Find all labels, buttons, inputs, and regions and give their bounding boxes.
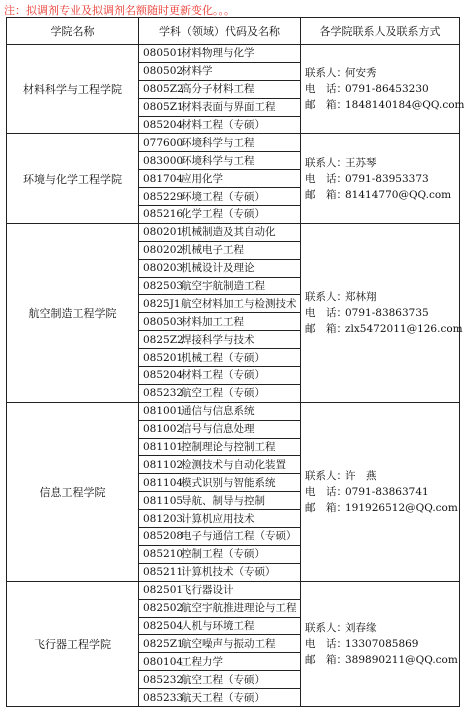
subject-code: 083000 — [143, 154, 184, 167]
subject-code: 085232 — [143, 673, 184, 686]
contact-email-label: 邮 箱： — [305, 188, 347, 201]
subject-code: 085204 — [143, 369, 184, 382]
subject-list — [139, 581, 301, 706]
subject-item — [139, 582, 300, 599]
subject-code: 085211 — [143, 566, 184, 579]
subject-list — [139, 45, 301, 134]
subject-name: 人机与环境工程 — [181, 619, 255, 632]
college-row — [7, 134, 460, 223]
subject-code: 085204 — [143, 119, 184, 131]
subject-code: 081704 — [143, 172, 184, 185]
subject-name: 信号与信息处理 — [181, 423, 255, 436]
subject-name: 机械电子工程 — [181, 244, 244, 257]
subject-item — [139, 599, 300, 617]
subject-name: 环境科学与工程 — [181, 136, 255, 149]
subject-item — [139, 367, 300, 385]
subject-name: 导航、制导与控制 — [181, 494, 265, 507]
subject-item — [139, 456, 300, 474]
college-row — [7, 581, 460, 706]
subject-item — [139, 438, 300, 456]
subject-code: 0805Z1 — [143, 101, 184, 114]
subject-item — [139, 331, 300, 349]
contact-phone — [305, 81, 459, 97]
update-note: 注：拟调剂专业及拟调剂名额随时更新变化。。。 — [4, 4, 235, 17]
college-contact — [301, 45, 464, 134]
subject-code: 0805Z2 — [143, 83, 184, 96]
contact-email-label: 邮 箱： — [305, 501, 347, 514]
contact-phone-label: 电 话： — [305, 83, 347, 96]
college-name: 飞行器工程学院 — [7, 581, 139, 706]
contact-person — [305, 289, 459, 305]
header-subject: 学科（领域）代码及名称 — [139, 18, 301, 45]
subject-code: 081102 — [143, 458, 184, 471]
subject-code: 085208 — [143, 530, 184, 543]
subject-code: 082504 — [143, 619, 184, 632]
subject-name: 高分子材料工程 — [181, 83, 255, 96]
contact-person-label: 联系人： — [305, 469, 347, 482]
subject-code: 0825J1 — [143, 297, 181, 310]
subject-code: 081101 — [143, 441, 184, 454]
subject-name: 材料工程（专硕） — [181, 119, 265, 131]
contact-person-value: 王苏琴 — [345, 156, 377, 169]
subject-item — [139, 188, 300, 206]
contact-email — [305, 321, 463, 337]
contact-person-label: 联系人： — [305, 67, 347, 80]
subject-list — [139, 134, 301, 223]
contact-email — [305, 97, 464, 113]
subject-name: 材料表面与界面工程 — [181, 101, 276, 114]
subject-code: 085232 — [143, 387, 184, 400]
college-name: 信息工程学院 — [7, 402, 139, 581]
admission-table — [6, 17, 464, 707]
subject-code: 081002 — [143, 423, 184, 436]
contact-email-label: 邮 箱： — [305, 653, 347, 666]
subject-code: 081001 — [143, 405, 184, 418]
college-contact — [301, 223, 463, 402]
subject-name: 环境工程（专硕） — [181, 190, 265, 203]
subject-code: 085210 — [143, 548, 184, 561]
college-name: 材料科学与工程学院 — [7, 45, 139, 134]
subject-code: 082501 — [143, 584, 184, 597]
subject-name: 航空宇航推进理论与工程 — [181, 602, 297, 615]
table-header-row — [7, 18, 460, 45]
subject-name: 航空工程（专硕） — [181, 387, 265, 400]
subject-item — [139, 45, 300, 62]
header-college: 学院名称 — [7, 18, 139, 45]
contact-email-label: 邮 箱： — [305, 99, 347, 112]
subject-item — [139, 563, 300, 580]
subject-item — [139, 510, 300, 528]
contact-person-label: 联系人： — [305, 290, 347, 303]
subject-code: 0825Z1 — [143, 637, 184, 650]
subject-item — [139, 170, 300, 188]
subject-item — [139, 349, 300, 367]
subject-item — [139, 241, 300, 259]
subject-name: 航空噪声与振动工程 — [181, 637, 276, 650]
subject-name: 航空工程（专硕） — [181, 673, 265, 686]
college-contact — [301, 402, 460, 581]
subject-name: 航空宇航制造工程 — [181, 280, 265, 293]
subject-item — [139, 224, 300, 241]
contact-person-value: 郑林翔 — [345, 290, 377, 303]
subject-code: 077600 — [143, 136, 184, 149]
subject-item — [139, 152, 300, 170]
subject-name: 机械工程（专硕） — [181, 351, 265, 364]
subject-code: 080503 — [143, 315, 184, 328]
subject-item — [139, 277, 300, 295]
header-contact: 各学院联系人及联系方式 — [301, 18, 460, 45]
contact-person-label: 联系人： — [305, 621, 347, 634]
subject-name: 焊接科学与技术 — [181, 333, 255, 346]
contact-email — [305, 500, 459, 516]
subject-name: 飞行器设计 — [181, 584, 234, 597]
contact-phone-label: 电 话： — [305, 485, 347, 498]
contact-phone-label: 电 话： — [305, 637, 347, 650]
contact-person-value: 刘春缘 — [345, 621, 377, 634]
subject-name: 应用化学 — [181, 172, 223, 185]
subject-item — [139, 80, 300, 98]
subject-code: 0825Z2 — [143, 333, 184, 346]
subject-name: 材料加工工程 — [181, 315, 244, 328]
subject-code: 085201 — [143, 351, 184, 364]
subject-item — [139, 384, 300, 401]
subject-name: 计算机技术（专硕） — [181, 566, 276, 579]
subject-name: 材料学 — [181, 65, 213, 78]
subject-name: 检测技术与自动化装置 — [181, 458, 286, 471]
contact-person — [305, 65, 459, 81]
college-row — [7, 402, 460, 581]
subject-code: 085229 — [143, 190, 184, 203]
subject-code: 082502 — [143, 602, 184, 615]
contact-person — [305, 620, 459, 636]
subject-item — [139, 545, 300, 563]
subject-code: 080502 — [143, 65, 184, 78]
subject-item — [139, 206, 300, 223]
college-contact — [301, 134, 460, 223]
subject-name: 航天工程（专硕） — [181, 691, 265, 704]
contact-person — [305, 468, 459, 484]
subject-name: 计算机应用技术 — [181, 512, 255, 525]
college-contact — [301, 581, 460, 706]
subject-name: 航空材料加工与检测技术 — [181, 297, 297, 310]
contact-phone-value: 0791-83863735 — [345, 306, 429, 319]
subject-name: 材料工程（专硕） — [181, 369, 265, 382]
subject-code: 081104 — [143, 476, 184, 489]
contact-phone-label: 电 话： — [305, 306, 347, 319]
subject-name: 工程力学 — [181, 655, 223, 668]
subject-item — [139, 689, 300, 706]
contact-email-value: 81414770@QQ.com — [345, 188, 452, 201]
contact-email — [305, 187, 459, 203]
contact-email-value: 389890211@QQ.com — [345, 653, 458, 666]
contact-phone-value: 13307085869 — [345, 637, 419, 650]
contact-phone-value: 0791-83953373 — [345, 172, 429, 185]
contact-email — [305, 652, 459, 668]
contact-email-value: zlx5472011@126.com — [345, 322, 463, 335]
subject-item — [139, 671, 300, 689]
subject-name: 通信与信息系统 — [181, 405, 255, 418]
contact-person-label: 联系人： — [305, 156, 347, 169]
subject-item — [139, 134, 300, 151]
contact-phone — [305, 305, 459, 321]
college-name: 环境与化学工程学院 — [7, 134, 139, 223]
subject-code: 081203 — [143, 512, 184, 525]
subject-item — [139, 492, 300, 510]
subject-list — [139, 402, 301, 581]
subject-item — [139, 98, 300, 116]
contact-person-value: 何安秀 — [345, 67, 377, 80]
subject-code: 080501 — [143, 47, 184, 60]
subject-item — [139, 635, 300, 653]
contact-phone-label: 电 话： — [305, 172, 347, 185]
subject-name: 控制理论与控制工程 — [181, 441, 276, 454]
subject-item — [139, 259, 300, 277]
subject-name: 化学工程（专硕） — [181, 208, 265, 221]
subject-item — [139, 653, 300, 671]
subject-item — [139, 617, 300, 635]
subject-item — [139, 420, 300, 438]
contact-person — [305, 155, 459, 171]
subject-code: 080104 — [143, 655, 184, 668]
contact-phone-value: 0791-83863741 — [345, 485, 429, 498]
subject-code: 080203 — [143, 262, 184, 275]
subject-name: 机械制造及其自动化 — [181, 226, 276, 239]
subject-name: 环境科学与工程 — [181, 154, 255, 167]
college-name: 航空制造工程学院 — [7, 223, 139, 402]
college-row — [7, 45, 460, 134]
subject-name: 模式识别与智能系统 — [181, 476, 276, 489]
subject-code: 080202 — [143, 244, 184, 257]
contact-phone-value: 0791-86453230 — [345, 83, 429, 96]
subject-name: 控制工程（专硕） — [181, 548, 265, 561]
subject-item — [139, 295, 300, 313]
subject-item — [139, 116, 300, 133]
subject-item — [139, 528, 300, 546]
subject-code: 082503 — [143, 280, 184, 293]
subject-name: 电子与通信工程（专硕） — [181, 530, 297, 543]
contact-email-label: 邮 箱： — [305, 322, 347, 335]
contact-phone — [305, 171, 459, 187]
subject-code: 081105 — [143, 494, 184, 507]
subject-list — [139, 223, 301, 402]
contact-email-value: 1848140184@QQ.com — [345, 99, 464, 112]
contact-person-value: 许 燕 — [345, 469, 377, 482]
subject-item — [139, 62, 300, 80]
college-row — [7, 223, 460, 402]
contact-email-value: 191926512@QQ.com — [345, 501, 458, 514]
contact-phone — [305, 636, 459, 652]
subject-item — [139, 313, 300, 331]
subject-code: 080201 — [143, 226, 184, 239]
subject-name: 材料物理与化学 — [181, 47, 255, 60]
subject-item — [139, 403, 300, 420]
contact-phone — [305, 484, 459, 500]
subject-code: 085233 — [143, 691, 184, 704]
subject-name: 机械设计及理论 — [181, 262, 255, 275]
subject-code: 085216 — [143, 208, 184, 221]
subject-item — [139, 474, 300, 492]
